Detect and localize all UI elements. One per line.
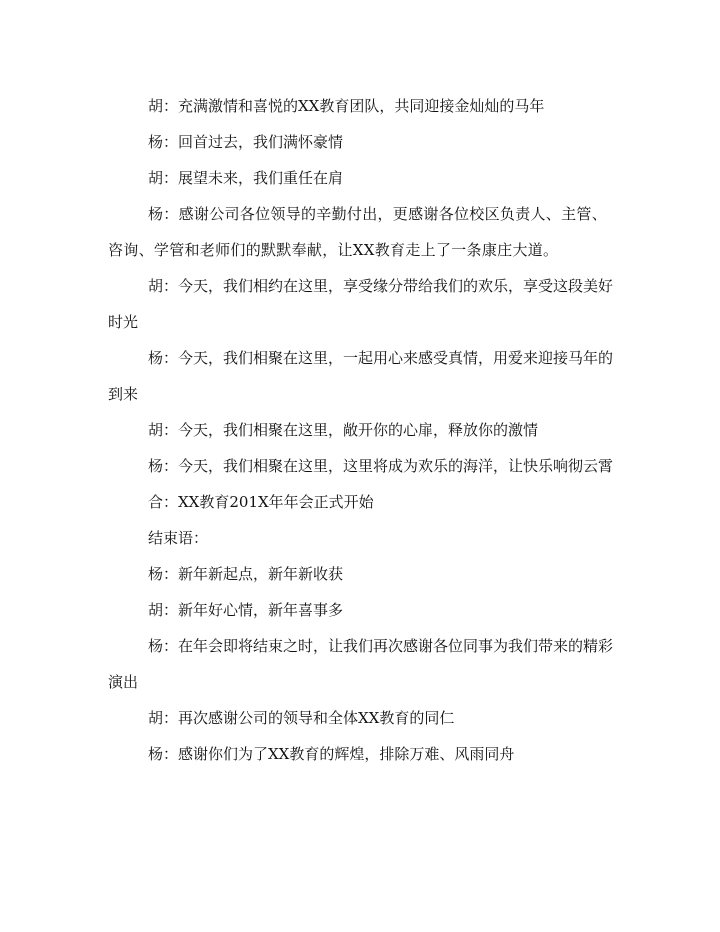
section-heading-closing: 结束语： [148, 529, 209, 547]
paragraph-7: 胡：今天，我们相聚在这里，敞开你的心扉，释放你的激情 [148, 421, 539, 439]
paragraph-4: 杨：感谢公司各位领导的辛勤付出，更感谢各位校区负责人、主管、咨询、学管和老师们的默默奉献，让XX教育走上了一条康庄大道。 [108, 205, 608, 259]
paragraph-1: 胡：充满激情和喜悦的XX教育团队，共同迎接金灿灿的马年 [148, 97, 545, 115]
paragraph-3: 胡：展望未来，我们重任在肩 [148, 169, 344, 187]
document-body [108, 88, 616, 772]
paragraph-12: 胡：新年好心情，新年喜事多 [148, 601, 344, 619]
paragraph-6: 杨：今天，我们相聚在这里，一起用心来感受真情，用爱来迎接马年的到来 [108, 349, 614, 403]
paragraph-5: 胡：今天，我们相约在这里，享受缘分带给我们的欢乐，享受这段美好时光 [108, 277, 614, 331]
paragraph-13: 杨：在年会即将结束之时，让我们再次感谢各位同事为我们带来的精彩演出 [108, 637, 614, 691]
paragraph-11: 杨：新年新起点，新年新收获 [148, 565, 344, 583]
paragraph-14: 胡：再次感谢公司的领导和全体XX教育的同仁 [148, 709, 455, 727]
paragraph-2: 杨：回首过去，我们满怀豪情 [148, 133, 344, 151]
paragraph-8: 杨：今天，我们相聚在这里，这里将成为欢乐的海洋，让快乐响彻云霄 [148, 457, 614, 475]
paragraph-9: 合：XX教育201X年年会正式开始 [148, 493, 374, 511]
paragraph-15: 杨：感谢你们为了XX教育的辉煌，排除万难、风雨同舟 [148, 745, 515, 763]
